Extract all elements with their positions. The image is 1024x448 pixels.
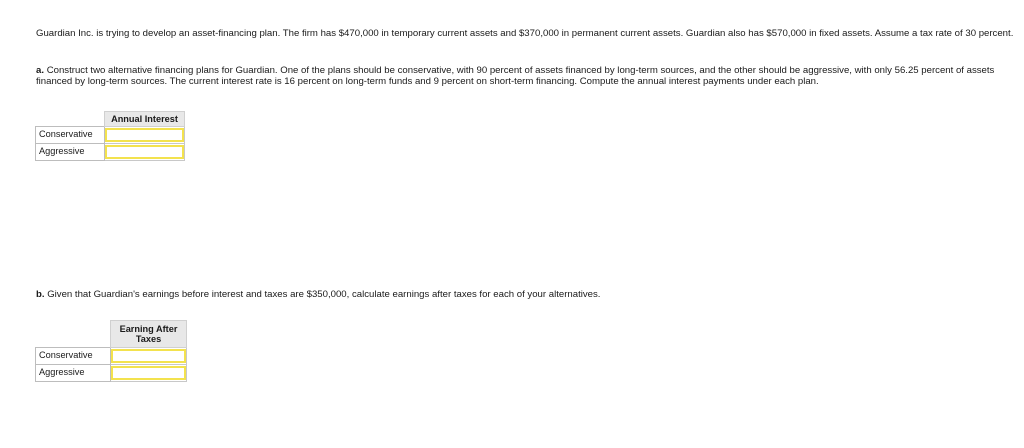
part-a-text: Construct two alternative financing plans for Guardian. One of the plans should be conservative, with 90 percent of assets financed by long-term sources, and the other should be aggressive, with only 56.25 percent of assets financed by long-term sources. The current interest rate is 16 percent on long-term funds and 9 percent on short-term financing. Compute the annual interest payments under each plan. <box>36 65 995 88</box>
aggressive-eat-input[interactable] <box>111 366 186 380</box>
part-b-question <box>36 289 1016 300</box>
part-a-question <box>36 65 1016 88</box>
conservative-interest-input[interactable] <box>105 128 184 142</box>
row-label-aggressive: Aggressive <box>36 365 111 382</box>
aggressive-interest-input[interactable] <box>105 145 184 159</box>
earnings-after-taxes-table <box>35 320 187 382</box>
part-b-text: Given that Guardian's earnings before interest and taxes are $350,000, calculate earnings after taxes for each of your alternatives. <box>47 289 601 300</box>
problem-intro: Guardian Inc. is trying to develop an asset-financing plan. The firm has $470,000 in temporary current assets and $370,000 in permanent current assets. Guardian also has $570,000 in fixed assets. Assume a tax rate of 30 percent. <box>36 28 1014 39</box>
table-corner <box>36 321 111 348</box>
earnings-after-taxes-header <box>111 321 187 348</box>
row-label-aggressive: Aggressive <box>36 144 105 161</box>
part-b-label: b. <box>36 289 45 300</box>
row-label-conservative: Conservative <box>36 348 111 365</box>
row-label-conservative: Conservative <box>36 127 105 144</box>
annual-interest-header: Annual Interest <box>105 112 185 127</box>
table-corner <box>36 112 105 127</box>
annual-interest-table <box>35 111 185 161</box>
conservative-eat-input[interactable] <box>111 349 186 363</box>
header-line-2: Taxes <box>135 334 162 344</box>
header-line-1: Earning After <box>119 323 178 334</box>
part-a-label: a. <box>36 65 45 76</box>
